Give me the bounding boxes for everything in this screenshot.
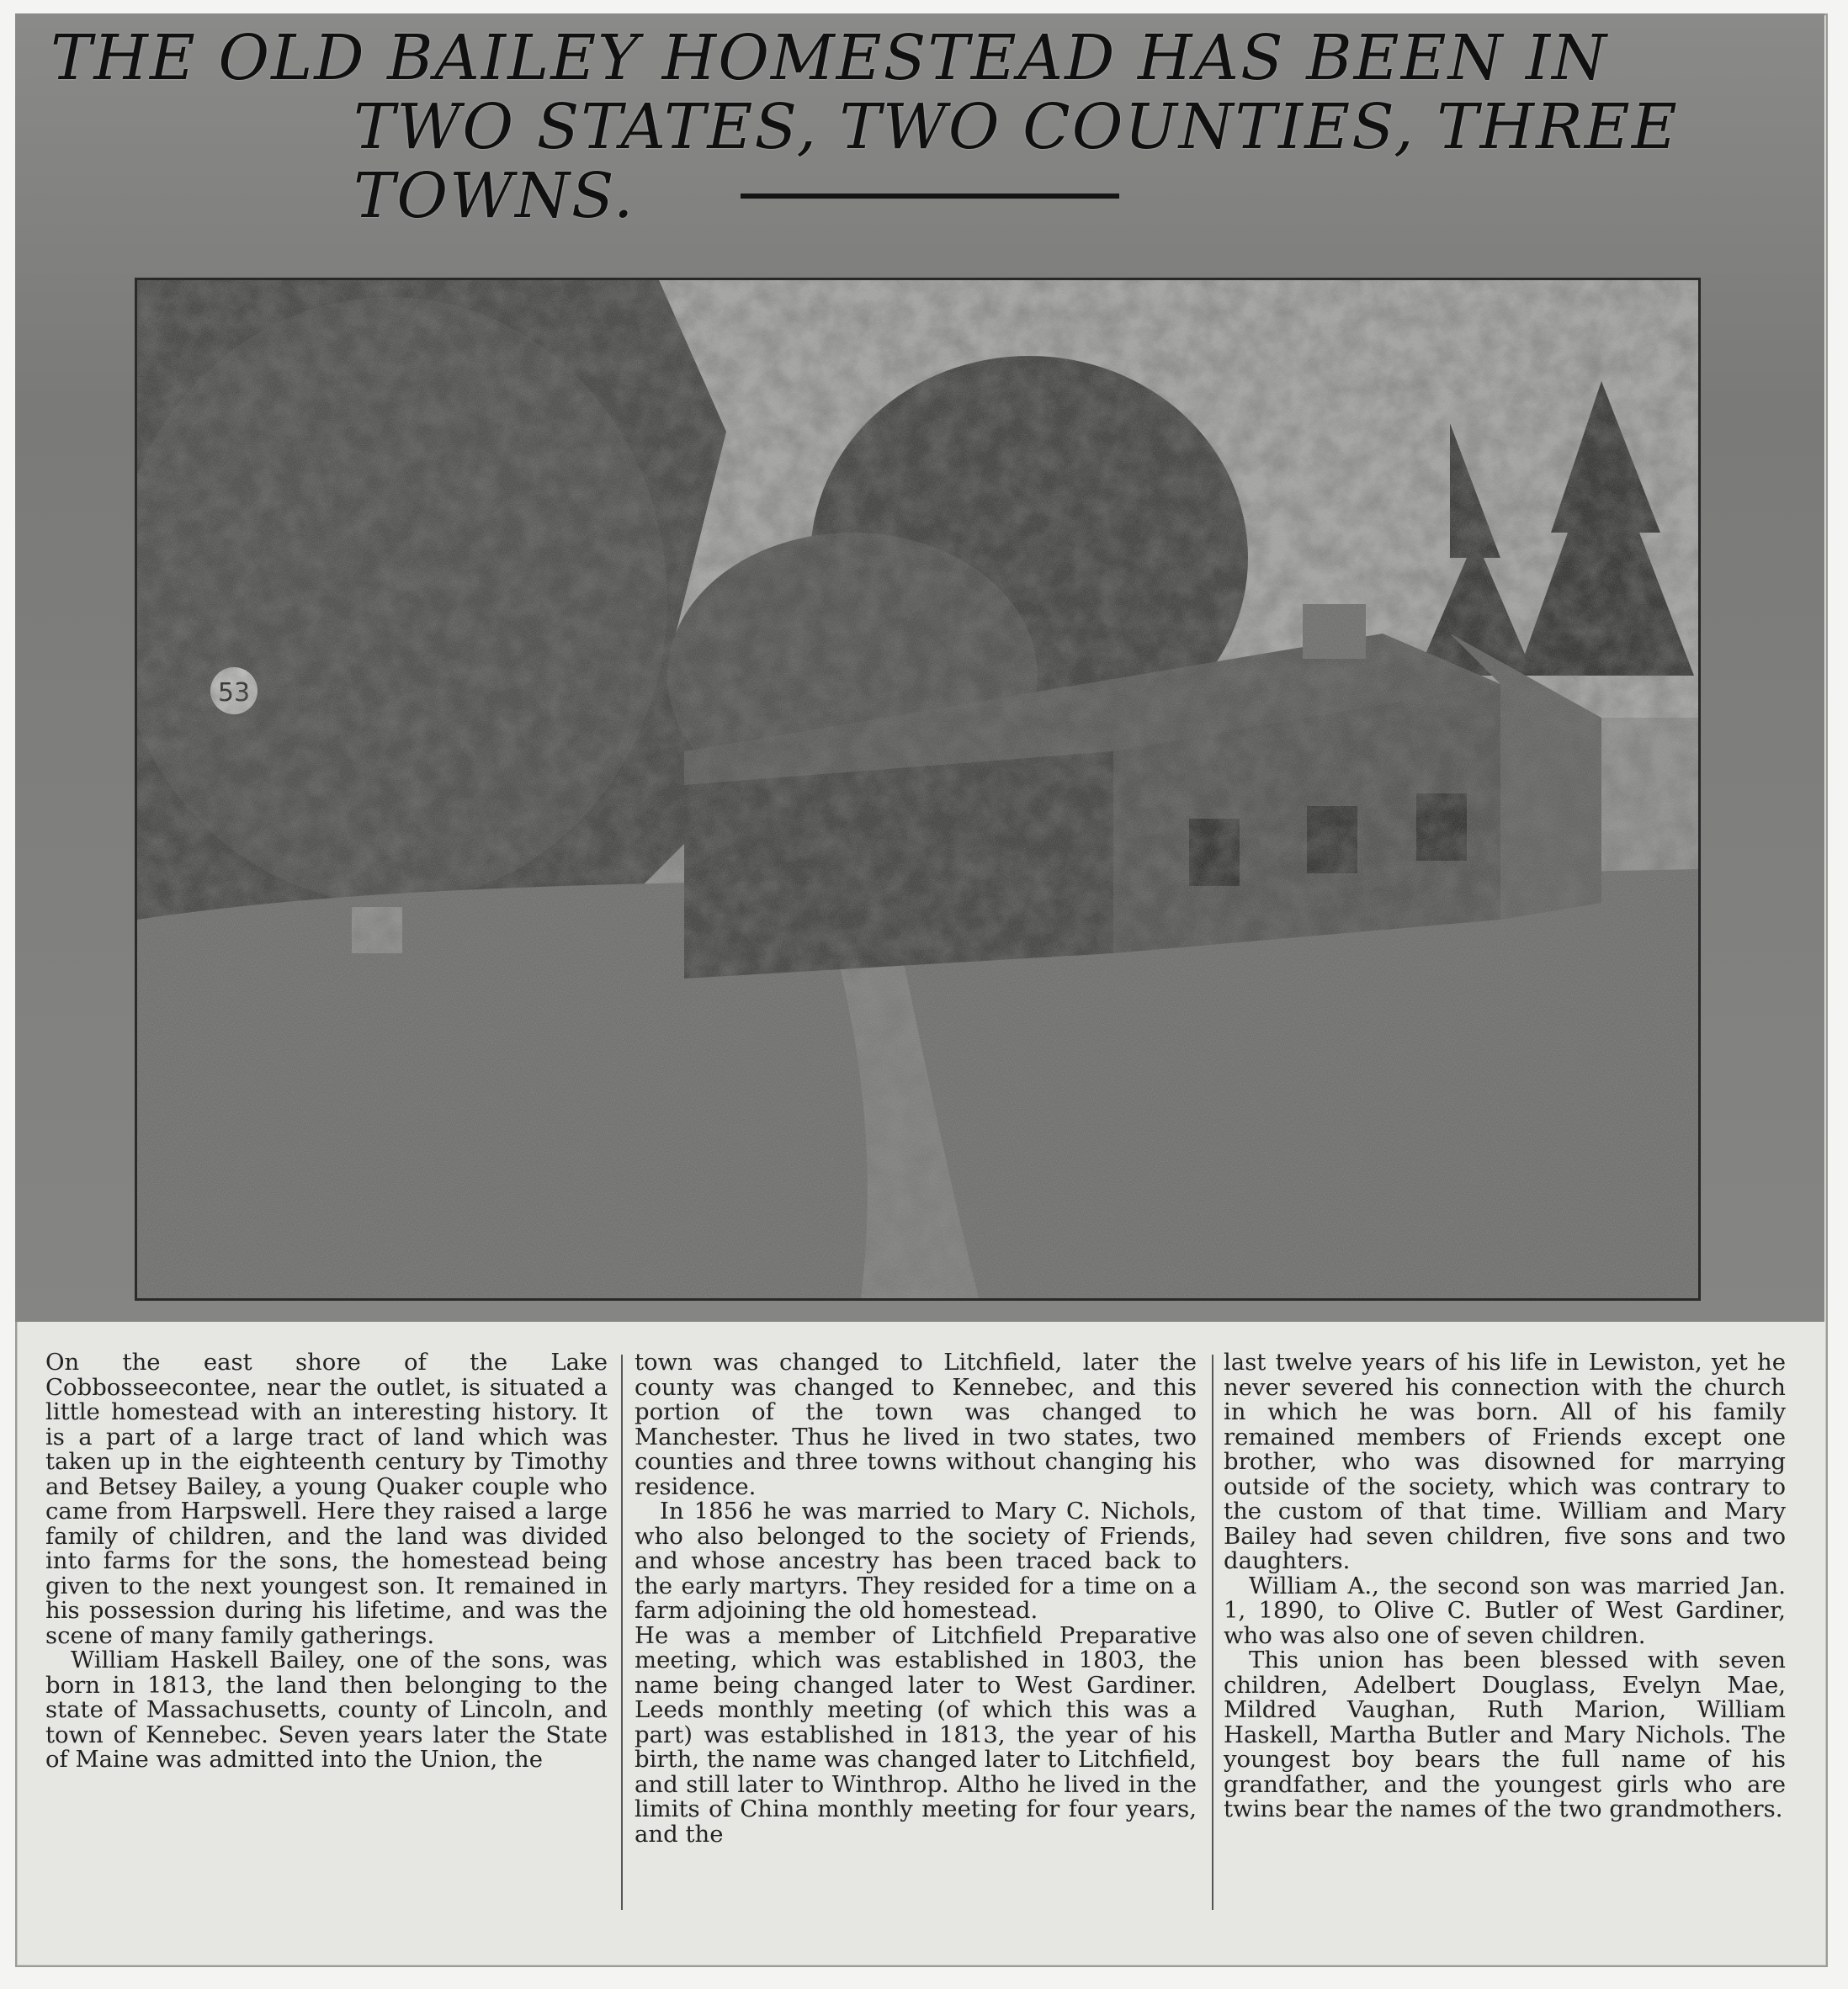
paragraph: In 1856 he was married to Mary C. Nichols, who also belonged to the society of Friends, and whose ancestry has been traced back to the early martyrs. They resided for a time on a farm adjoining the old homestead.	[635, 1498, 1197, 1624]
column-1	[45, 1350, 608, 1773]
headline	[34, 24, 1818, 231]
article-body	[34, 1350, 1818, 1939]
paragraph: This union has been blessed with seven children, Adelbert Douglass, Evelyn Mae, Mildred Vaughan, Ruth Marion, William Haskell, Martha Butler and Mary Nichols. The youngest boy bears the full name of his grandfather, and the youngest girls who are twins bear the names of the two grandmothers.	[1224, 1647, 1786, 1822]
paragraph: On the east shore of the Lake Cobbosseecontee, near the outlet, is situated a little homestead with an interesting history. It is a part of a large tract of land which was taken up in the eighteenth century by Timothy and Betsey Bailey, a young Quaker couple who came from Harpswell. Here they raised a large family of children, and the land was divided into farms for the sons, the homestead being given to the next youngest son. It remained in his possession during his lifetime, and was the scene of many family gatherings.	[45, 1349, 608, 1649]
paragraph: William Haskell Bailey, one of the sons, was born in 1813, the land then belonging to the state of Massachusetts, county of Lincoln, and town of Kennebec. Seven years later the State of Maine was admitted into the Union, the	[45, 1647, 608, 1773]
headline-rule	[741, 194, 1119, 199]
headline-line-2: TWO STATES, TWO COUNTIES, THREE TOWNS.	[353, 91, 1679, 232]
column-divider	[621, 1355, 623, 1910]
homestead-illustration	[137, 280, 1698, 1298]
column-3	[1224, 1350, 1786, 1822]
paragraph: He was a member of Litchfield Preparative meeting, which was established in 1803, the name being changed later to West Gardiner. Leeds monthly meeting (of which this was a part) was established in 1813, the year of his birth, the name was changed later to Litchfield, and still later to Winthrop. Altho he lived in the limits of China monthly meeting for four years, and the	[635, 1621, 1197, 1848]
column-divider	[1212, 1355, 1213, 1910]
headline-line-1: THE OLD BAILEY HOMESTEAD HAS BEEN IN	[50, 22, 1608, 94]
column-2	[635, 1350, 1197, 1847]
paragraph: town was changed to Litchfield, later the county was changed to Kennebec, and this portion of the town was changed to Manchester. Thus he lived in two states, two counties and three towns without changing his residence.	[635, 1349, 1197, 1500]
paragraph: William A., the second son was married Jan. 1, 1890, to Olive C. Butler of West Gardiner, who was also one of seven children.	[1224, 1572, 1786, 1649]
paragraph: last twelve years of his life in Lewiston, yet he never severed his connection with the church in which he was born. All of his family remained members of Friends except one brother, who was disowned for marrying outside of the society, which was contrary to the custom of that time. William and Mary Bailey had seven children, five sons and two daughters.	[1224, 1349, 1786, 1574]
homestead-photo	[135, 278, 1701, 1301]
